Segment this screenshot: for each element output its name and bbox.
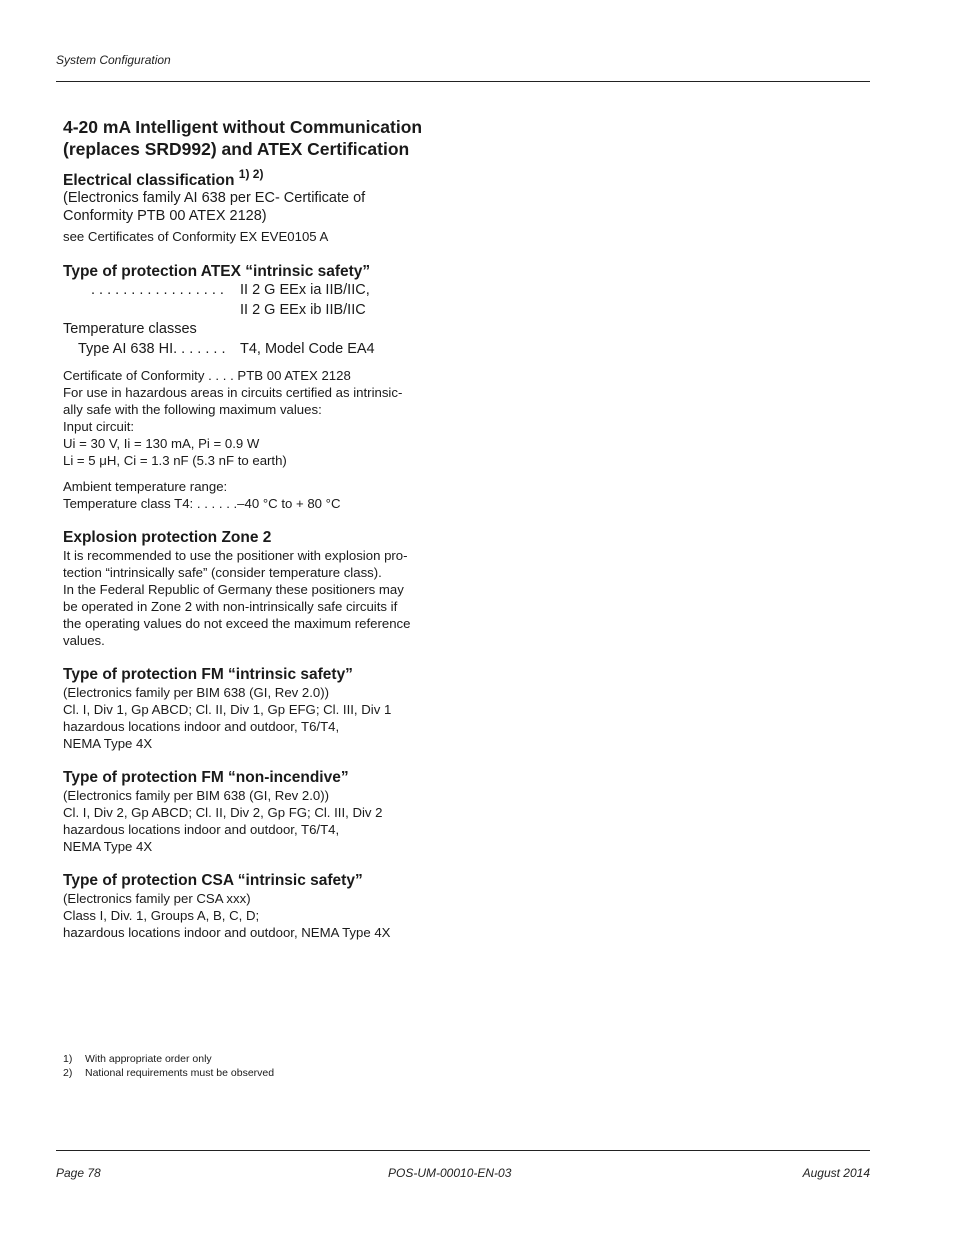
text-line: Temperature class T4: . . . . . .–40 °C to + 80 °C bbox=[63, 496, 341, 511]
running-header: System Configuration bbox=[56, 53, 171, 67]
text-line: (Electronics family per CSA xxx) bbox=[63, 891, 251, 906]
section-csa bbox=[63, 871, 483, 941]
text-line: It is recommended to use the positioner with explosion pro- bbox=[63, 548, 408, 563]
text-line: Conformity PTB 00 ATEX 2128) bbox=[63, 207, 267, 224]
leader-dots: . . . . . . . . . . . . . . . . . bbox=[91, 282, 224, 298]
text-line: hazardous locations indoor and outdoor, NEMA Type 4X bbox=[63, 925, 391, 940]
section-heading: Type of protection FM “non-incendive” bbox=[63, 769, 349, 786]
main-content bbox=[63, 116, 483, 941]
text-line: Ambient temperature range: bbox=[63, 479, 228, 494]
text-line: Ui = 30 V, Ii = 130 mA, Pi = 0.9 W bbox=[63, 436, 260, 451]
page-title bbox=[63, 116, 483, 160]
type-row bbox=[63, 340, 483, 360]
footnote-number: 1) bbox=[63, 1053, 73, 1065]
document-date: August 2014 bbox=[802, 1166, 870, 1180]
type-value: T4, Model Code EA4 bbox=[240, 340, 375, 357]
text-line: NEMA Type 4X bbox=[63, 736, 153, 751]
text-line: ally safe with the following maximum values: bbox=[63, 402, 322, 417]
title-line: (replaces SRD992) and ATEX Certification bbox=[63, 139, 410, 159]
text-line: Input circuit: bbox=[63, 419, 135, 434]
section-heading: Explosion protection Zone 2 bbox=[63, 529, 272, 546]
text-line: (Electronics family per BIM 638 (GI, Rev 2.0)) bbox=[63, 788, 330, 803]
section-heading: Electrical classification $^{1) 2)}$ bbox=[63, 167, 264, 189]
temperature-label: Temperature classes bbox=[63, 321, 197, 337]
text-line: the operating values do not exceed the maximum reference bbox=[63, 616, 411, 631]
section-heading: Type of protection CSA “intrinsic safety” bbox=[63, 872, 363, 889]
text-line: Li = 5 μH, Ci = 1.3 nF (5.3 nF to earth) bbox=[63, 453, 287, 468]
section-heading: Type of protection FM “intrinsic safety” bbox=[63, 666, 353, 683]
page-number: Page 78 bbox=[56, 1166, 101, 1180]
title-line: 4-20 mA Intelligent without Communication bbox=[63, 117, 423, 137]
section-fm-nonincendive bbox=[63, 768, 483, 855]
section-electrical bbox=[63, 165, 483, 245]
text-line: (Electronics family AI 638 per EC- Certificate of bbox=[63, 190, 366, 206]
section-heading: Type of protection ATEX “intrinsic safety” bbox=[63, 263, 371, 280]
text-line: Class I, Div. 1, Groups A, B, C, D; bbox=[63, 908, 260, 923]
ambient-block bbox=[63, 478, 483, 512]
footnote-number: 2) bbox=[63, 1066, 73, 1079]
text-line: tection “intrinsically safe” (consider temperature class). bbox=[63, 565, 382, 580]
footnote-text: With appropriate order only bbox=[85, 1053, 212, 1065]
text-line: Cl. I, Div 1, Gp ABCD; Cl. II, Div 1, Gp EFG; Cl. III, Div 1 bbox=[63, 702, 392, 717]
type-label: Type AI 638 HI. . . . . . . bbox=[78, 340, 226, 357]
footer-rule bbox=[56, 1150, 870, 1151]
header-rule bbox=[56, 81, 870, 82]
section-atex bbox=[63, 262, 483, 512]
temp-label-row bbox=[63, 320, 483, 340]
protection-value: II 2 G EEx ib IIB/IIC bbox=[240, 301, 366, 318]
text-line: Certificate of Conformity . . . . PTB 00 ATEX 2128 bbox=[63, 368, 351, 383]
text-line: be operated in Zone 2 with non-intrinsically safe circuits if bbox=[63, 599, 398, 614]
certificate-block bbox=[63, 367, 483, 469]
text-line: values. bbox=[63, 633, 105, 648]
text-line: For use in hazardous areas in circuits certified as intrinsic- bbox=[63, 385, 403, 400]
text-line: Cl. I, Div 2, Gp ABCD; Cl. II, Div 2, Gp FG; Cl. III, Div 2 bbox=[63, 805, 383, 820]
text-line: In the Federal Republic of Germany these positioners may bbox=[63, 582, 404, 597]
footnote-ref: 1) 2) bbox=[238, 167, 264, 181]
document-id: POS-UM-00010-EN-03 bbox=[388, 1166, 512, 1180]
protection-value: II 2 G EEx ia IIB/IIC, bbox=[240, 282, 370, 298]
protection-row bbox=[63, 301, 483, 321]
text-line: NEMA Type 4X bbox=[63, 839, 153, 854]
section-fm-intrinsic bbox=[63, 665, 483, 752]
protection-row bbox=[63, 281, 483, 301]
note-line: see Certificates of Conformity EX EVE0105 A bbox=[63, 229, 329, 244]
text-line: hazardous locations indoor and outdoor, T6/T4, bbox=[63, 719, 340, 734]
text-line: hazardous locations indoor and outdoor, T6/T4, bbox=[63, 822, 340, 837]
text-line: (Electronics family per BIM 638 (GI, Rev 2.0)) bbox=[63, 685, 330, 700]
footnote-text: National requirements must be observed bbox=[85, 1066, 275, 1079]
section-zone2 bbox=[63, 528, 483, 649]
